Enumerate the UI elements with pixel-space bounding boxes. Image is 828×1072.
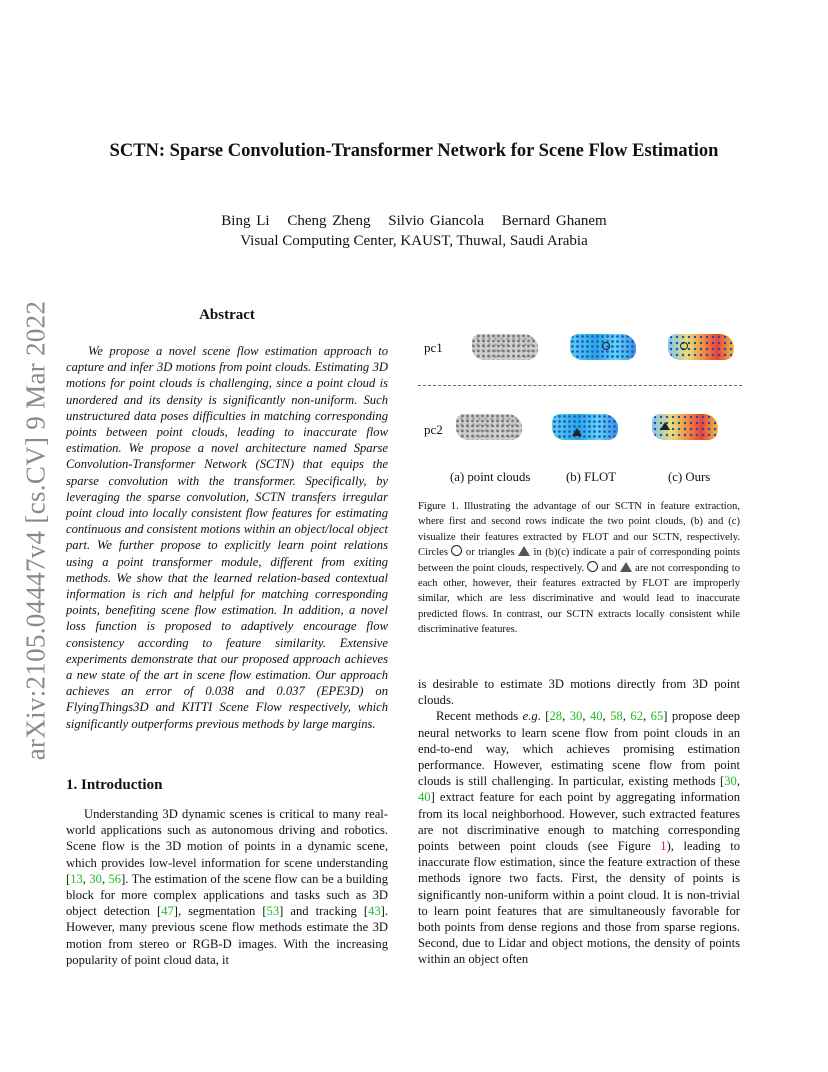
citation-link[interactable]: 43	[368, 904, 381, 919]
body-text: ]. The estimation of the scene flow can be a building block for more complex applications and tasks such as 3D object detection [	[66, 871, 389, 919]
right-column-body	[418, 676, 740, 968]
citation-link[interactable]: 30	[724, 774, 737, 789]
author-affiliation: Visual Computing Center, KAUST, Thuwal, Saudi Arabia	[240, 233, 588, 249]
abstract-text: We propose a novel scene flow estimation approach to capture and infer 3D motions from point clouds. Estimating 3D motions for point clouds is challenging, since a point cloud is unordered and its density is significantly non-uniform. Such unstructured data poses difficulties in matching corresponding points between point clouds, leading to inaccurate flow estimation. We propose a novel architecture named Sparse Convolution-Transformer Network (SCTN) that equips the sparse convolution with the transformer. Specifically, by leveraging the sparse convolution, SCTN transfers irregular point cloud into locally consistent flow features for estimating continuous and consistent motions within an object/local object part. We further propose to explicitly learn point relations using a point transformer module, different from exiting methods. We show that the learned relation-based contextual information is rich and helpful for matching corresponding points, benefiting scene flow estimation. In addition, a novel loss function is proposed to adaptively encourage flow consistency according to feature similarity. Extensive experiments demonstrate that our proposed approach achieves a new state of the art in scene flow estimation. Our approach achieves an error of 0.038 and 0.037 (EPE3D) on FlyingThings3D and KITTI Scene Flow respectively, which significantly outperforms previous methods by large margins.	[66, 344, 388, 731]
figure-1-caption	[418, 499, 740, 638]
arxiv-identifier-text: arXiv:2105.04447v4 [cs.CV] 9 Mar 2022	[20, 300, 51, 760]
triangle-symbol-icon	[518, 546, 530, 556]
citation-link[interactable]: 30	[569, 709, 583, 724]
figure-reference-link[interactable]: 1	[660, 839, 667, 854]
caption-text: Figure 1. Illustrating the advantage of our SCTN in feature extraction, where first and second rows indicate the two point clouds, (b) and (c) visualize their features extracted by FLOT and our SCTN, respectively. Circles	[418, 501, 740, 559]
subcaption-point-clouds: (a) point clouds	[450, 470, 531, 484]
flot-feature-image	[552, 414, 618, 440]
body-text: Recent methods	[436, 709, 523, 724]
author-name: Silvio Giancola	[388, 213, 485, 229]
introduction-paragraph: Understanding 3D dynamic scenes is critical to many real-world applications such as autonomous driving and robotics. Scene flow is the 3D motion of points in a dynamic scene, which provides low-level information for scene understanding [13, 30, 56]. The estimation of the scene flow can be a building block for more complex applications and tasks such as 3D object detection [47], segmentation [53] and tracking [43]. However, many previous scene flow methods estimate the 3D motion from stereo or RGB-D images. With the increasing popularity of point cloud data, it	[66, 807, 389, 967]
citation-link[interactable]: 56	[108, 871, 122, 886]
body-text: Understanding 3D dynamic scenes is critical to many real-world applications such as autonomous driving and robotics. Scene flow is the 3D motion of points in a dynamic scene, which provides low-level information for scene understanding [	[66, 807, 388, 886]
citation-link[interactable]: 47	[161, 904, 174, 919]
row-label-pc2: pc2	[424, 422, 443, 437]
circle-symbol-icon	[451, 545, 462, 556]
body-paragraph: Recent methods e.g. [28, 30, 40, 58, 62, 65] propose deep neural networks to learn scene flow from point clouds in an end-to-end way, which achieves promising estimation performance. However, estimating scene flow from point clouds is still challenging. In particular, existing methods [30, 40] extract feature for each point by aggregating information from its local neighborhood. However, such extracted features are not discriminative enough to matching corresponding points between point clouds (see Figure 1), leading to inaccurate flow estimation, since the feature extraction of these methods ignore two facts. First, the density of points is significantly non-uniform within a point cloud. It is non-trivial to learn point features that are simultaneously favorable for both points from dense regions and those from sparse regions. Second, due to Lidar and object motions, the density of points within an object often	[418, 709, 741, 967]
caption-text: or triangles	[462, 547, 519, 559]
citation-link[interactable]: 53	[266, 904, 280, 919]
paper-title: SCTN: Sparse Convolution-Transformer Network for Scene Flow Estimation	[109, 141, 719, 161]
circle-symbol-icon	[587, 561, 598, 572]
circle-marker	[680, 342, 688, 350]
arxiv-identifier	[14, 300, 58, 760]
triangle-symbol-icon	[620, 562, 632, 572]
abstract-heading: Abstract	[199, 307, 255, 323]
body-text: ] propose deep neural networks to learn scene flow from point clouds in an end-to-end way, which achieves promising estimation performance. However, estimating scene flow from point clouds is still challenging. In particular, existing methods [	[418, 709, 741, 789]
subcaption-ours: (c) Ours	[668, 470, 711, 484]
body-paragraph: is desirable to estimate 3D motions directly from 3D point clouds.	[418, 677, 740, 708]
subcaption-flot: (b) FLOT	[566, 470, 617, 484]
section-heading-introduction: 1. Introduction	[66, 777, 163, 793]
body-text: ] extract feature for each point by aggregating information from its local neighborhood. However, such extracted features are not discriminative enough to matching corresponding points between point clouds (see Figure	[418, 790, 740, 854]
author-list	[0, 213, 828, 230]
citation-link[interactable]: 58	[610, 709, 623, 724]
body-text: ] and tracking [	[279, 904, 369, 919]
caption-text: and	[598, 562, 620, 574]
body-text-italic: e.g	[522, 709, 538, 724]
triangle-marker	[572, 428, 582, 436]
circle-marker	[602, 342, 610, 350]
point-cloud-image	[456, 414, 522, 440]
caption-text: are not corresponding to each other, however, their features extracted by FLOT are improperly similar, which are less discriminative and would lead to inaccurate predicted flows. In contrast, our SCTN extracts locally consistent while discriminative features.	[418, 562, 741, 636]
triangle-marker	[660, 422, 670, 430]
author-name: Bernard Ghanem	[501, 213, 607, 229]
citation-link[interactable]: 40	[589, 709, 603, 724]
caption-text: in (b)(c) indicate a pair of corresponding points between the point clouds, respectively.	[418, 547, 741, 574]
citation-link[interactable]: 65	[650, 709, 664, 724]
body-text: ]. However, many previous scene flow methods estimate the 3D motion from stereo or RGB-D images. With the increasing popularity of point cloud data, it	[66, 904, 389, 967]
citation-link[interactable]: 30	[89, 871, 102, 886]
citation-link[interactable]: 62	[630, 709, 644, 724]
figure-1	[418, 326, 742, 492]
author-name: Cheng Zheng	[287, 213, 371, 229]
citation-link[interactable]: 28	[549, 709, 563, 724]
point-cloud-image	[472, 334, 538, 360]
row-separator	[418, 385, 742, 386]
body-text: . [	[537, 709, 550, 724]
citation-link[interactable]: 13	[70, 871, 83, 886]
author-name: Bing Li	[221, 213, 270, 229]
citation-link[interactable]: 40	[418, 790, 431, 805]
ours-feature-image	[668, 334, 734, 360]
row-label-pc1: pc1	[424, 340, 443, 355]
body-text: ], segmentation [	[173, 904, 267, 919]
body-text: ), leading to inaccurate flow estimation, since the feature extraction of these methods ignore two facts. First, the density of points is significantly non-uniform within a point cloud. It is non-trivial to learn point features that are simultaneously favorable for both points from dense regions and those from sparse regions. Second, due to Lidar and object motions, the density of points within an object often	[418, 839, 740, 967]
